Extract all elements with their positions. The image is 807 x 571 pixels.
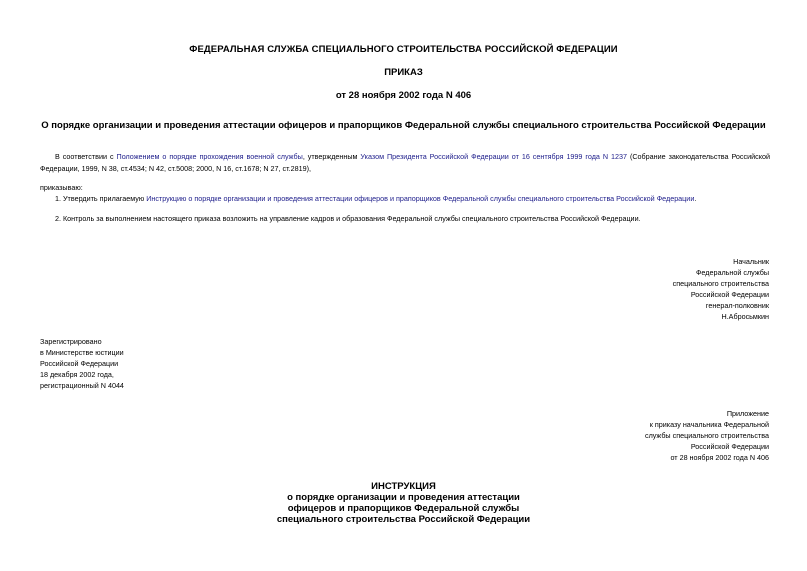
preamble-text-2: , утвержденным: [302, 152, 361, 161]
preamble-text-1: В соответствии с: [55, 152, 117, 161]
doc-date-number: от 28 ноября 2002 года N 406: [335, 90, 472, 101]
item1-text-1: 1. Утвердить прилагаемую: [55, 194, 147, 203]
appendix-block: [645, 408, 769, 463]
instruction-title-line: офицеров и прапорщиков Федеральной службы: [287, 503, 520, 514]
order-item-1: [55, 193, 696, 205]
registration-line: регистрационный N 4044: [40, 381, 124, 390]
doc-type-heading: ПРИКАЗ: [384, 67, 423, 78]
instruction-title-line: о порядке организации и проведения аттестации: [287, 492, 520, 503]
preamble-paragraph: [40, 151, 770, 174]
appendix-line: Приложение: [726, 409, 769, 418]
registration-line: 18 декабря 2002 года,: [40, 370, 114, 379]
order-word: приказываю:: [40, 183, 83, 192]
instruction-title-block: [0, 481, 807, 525]
registration-block: [40, 336, 124, 391]
registration-line: в Министерстве юстиции: [40, 348, 124, 357]
appendix-line: службы специального строительства: [644, 431, 769, 440]
signature-line: Российской Федерации: [690, 290, 769, 299]
preamble-text-3: (Собрание законодательства Российской Федерации, 1999, N 38, ст.4534; N 42, ст.5008; 2000, N 16, ст.1678; N 27, ст.2819),: [40, 152, 770, 173]
appendix-line: к приказу начальника Федеральной: [649, 420, 769, 429]
signature-block: [673, 256, 769, 322]
instruction-title-line: ИНСТРУКЦИЯ: [371, 481, 436, 492]
agency-heading: ФЕДЕРАЛЬНАЯ СЛУЖБА СПЕЦИАЛЬНОГО СТРОИТЕЛЬСТВА РОССИЙСКОЙ ФЕДЕРАЦИИ: [189, 44, 618, 55]
doc-title: О порядке организации и проведения аттестации офицеров и прапорщиков Федеральной службы специального строительства Российской Федерации: [41, 120, 766, 131]
item1-text-2: .: [694, 194, 697, 203]
registration-line: Российской Федерации: [40, 359, 119, 368]
signature-line: специального строительства: [672, 279, 769, 288]
order-item-2: 2. Контроль за выполнением настоящего приказа возложить на управление кадров и образования Федеральной службы специального строительства Российской Федерации.: [55, 214, 641, 223]
decree-link[interactable]: Указом Президента Российской Федерации от 16 сентября 1999 года N 1237: [360, 152, 627, 161]
appendix-line: Российской Федерации: [690, 442, 769, 451]
regulation-link[interactable]: Положением о порядке прохождения военной службы: [116, 152, 303, 161]
registration-line: Зарегистрировано: [40, 337, 102, 346]
signature-line: генерал-полковник: [705, 301, 769, 310]
signature-line: Федеральной службы: [695, 268, 769, 277]
signature-line: Н.Абросьмкин: [721, 312, 769, 321]
instruction-title-line: специального строительства Российской Федерации: [276, 514, 531, 525]
appendix-line: от 28 ноября 2002 года N 406: [670, 453, 769, 462]
instruction-link[interactable]: Инструкцию о порядке организации и проведения аттестации офицеров и прапорщиков Федеральной службы специального строительства Российской Федерации: [146, 194, 695, 203]
signature-line: Начальник: [733, 257, 769, 266]
